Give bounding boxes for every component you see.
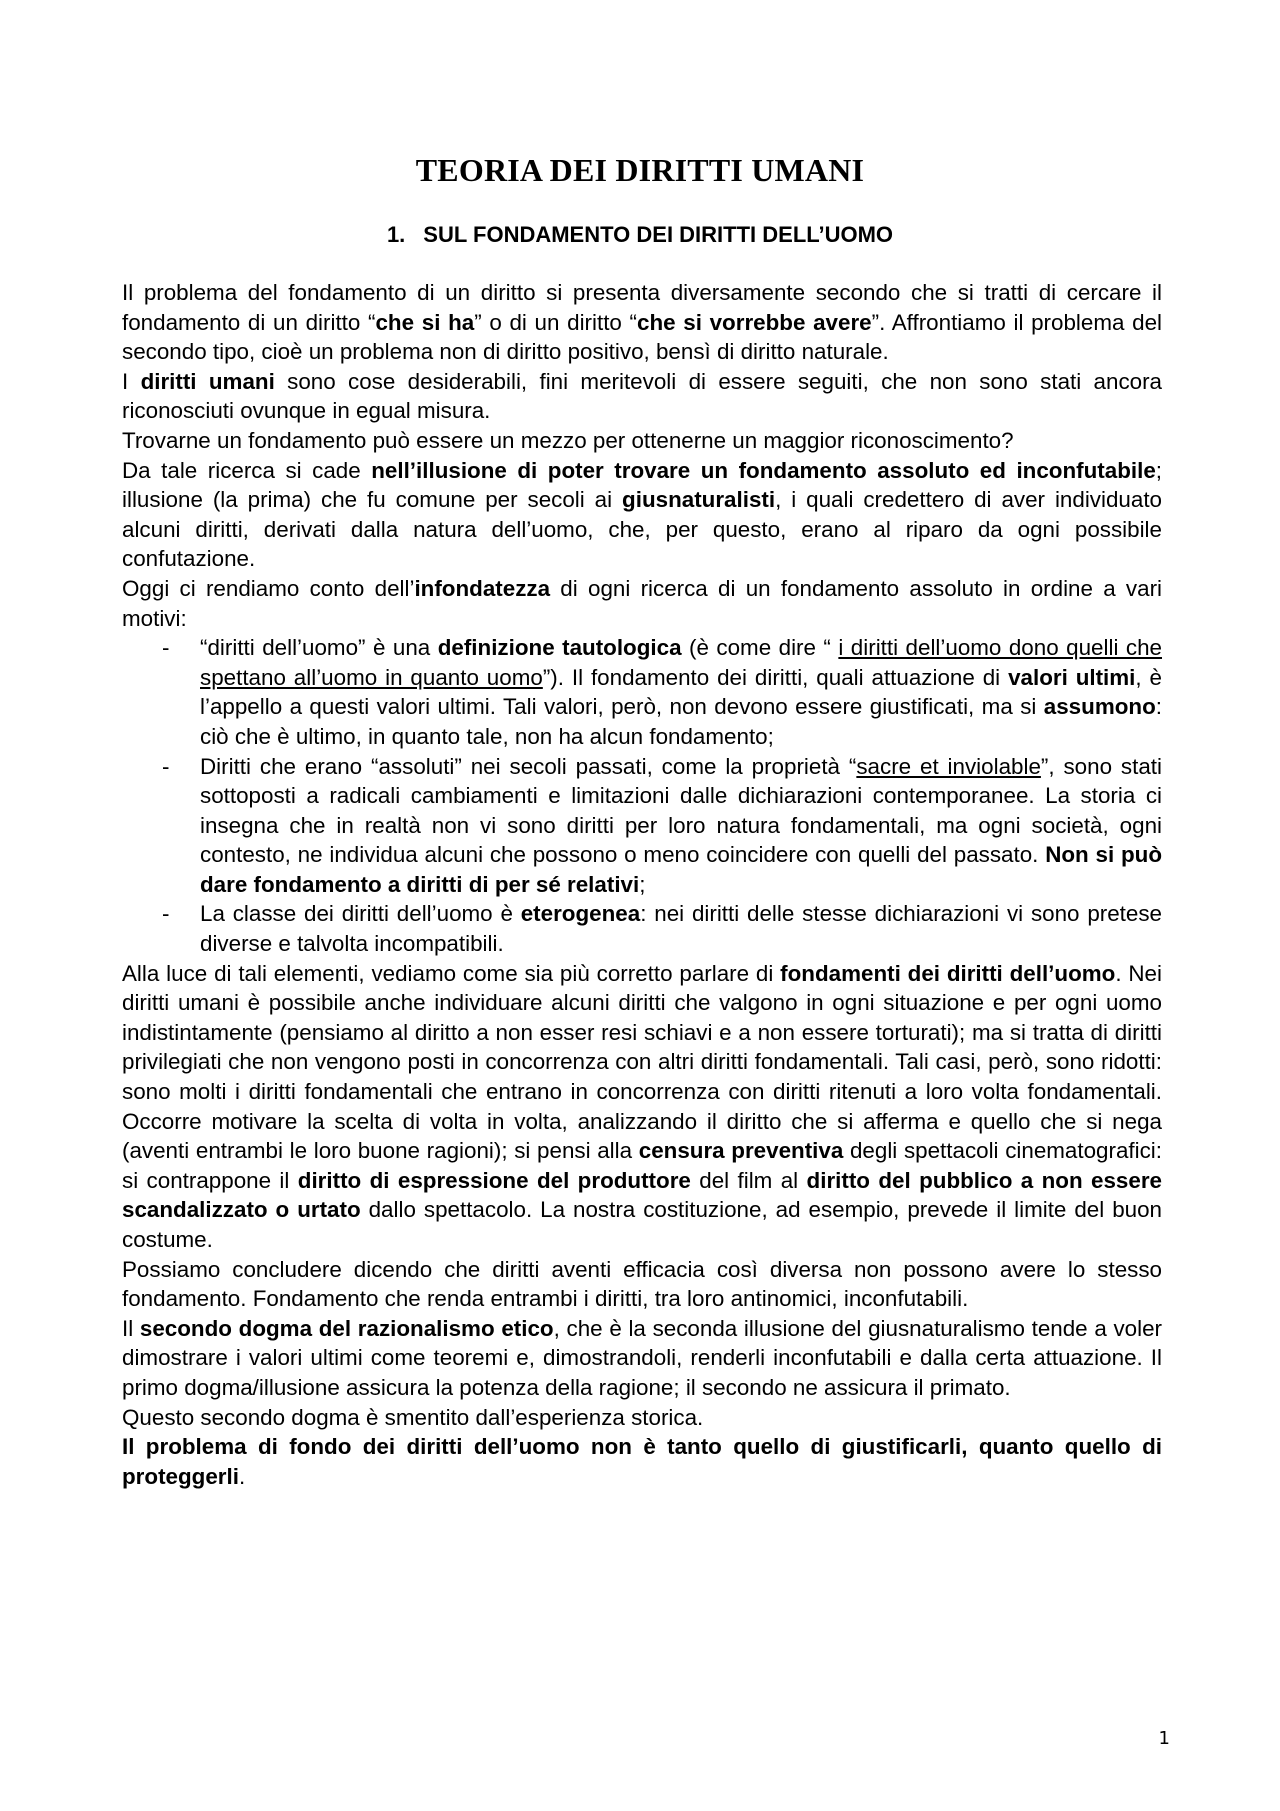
text-run: , è l’appello a questi valori ultimi. Tali valori, però, non devono essere giustificati, ma si bbox=[200, 664, 1162, 720]
text-run: sono cose desiderabili, fini meritevoli di essere seguiti, che non sono stati ancora riconosciuti ovunque in egual misura. bbox=[122, 368, 1163, 424]
text-run: . Nei diritti umani è possibile anche individuare alcuni diritti che valgono in ogni situazione e per ogni uomo indistintamente (pensiamo al diritto a non esser resi schiavi e a non essere torturati); ma si tratta di diritti privilegiati che non vengono posti in concorrenza con altri diritti fondamentali. Tali casi, però, sono ridotti: sono molti i diritti fondamentali che entrano in concorrenza con diritti ritenuti a loro volta fondamentali. Occorre motivare la scelta di volta in volta, analizzando il diritto che si afferma e quello che si nega (aventi entrambi le loro buone ragioni); si pensi alla bbox=[122, 960, 1162, 1164]
text-run: ; bbox=[639, 871, 646, 897]
text-run: Oggi ci rendiamo conto dell’ bbox=[122, 575, 415, 601]
paragraph-9 bbox=[122, 1403, 1162, 1433]
paragraph-6 bbox=[122, 959, 1162, 1255]
underlined-run: sacre et inviolable bbox=[856, 753, 1041, 779]
bold-run: nell’illusione di poter trovare un fondamento assoluto ed inconfutabile bbox=[371, 457, 1156, 483]
text-run: : nei diritti delle stesse dichiarazioni vi sono pretese diverse e talvolta incompatibili. bbox=[200, 901, 1163, 957]
text-run: Trovarne un fondamento può essere un mezzo per ottenerne un maggior riconoscimento? bbox=[122, 427, 1014, 453]
paragraph-8 bbox=[122, 1314, 1162, 1403]
bold-run: Il problema di fondo dei diritti dell’uomo non è tanto quello di giustificarli, quanto quello di proteggerli bbox=[122, 1434, 1162, 1489]
bold-run: giusnaturalisti bbox=[622, 487, 776, 513]
text-run: ”, sono stati sottoposti a radicali cambiamenti e limitazioni dalle dichiarazioni contemporanee. La storia ci insegna che in realtà non vi sono diritti per loro natura fondamentali, ma ogni società, ogni contesto, ne individua alcuni che possono o meno coincidere con quelli del passato. bbox=[200, 753, 1162, 868]
paragraph-7 bbox=[122, 1255, 1162, 1314]
paragraph-4 bbox=[122, 456, 1162, 574]
text-run: ”). Il fondamento dei diritti, quali attuazione di bbox=[542, 664, 1009, 690]
text-run: ; illusione (la prima) che fu comune per secoli ai bbox=[122, 457, 1163, 513]
text-run: Alla luce di tali elementi, vediamo come sia più corretto parlare di bbox=[122, 960, 781, 986]
bold-run: diritto di espressione del produttore bbox=[297, 1167, 691, 1193]
bold-run: che si ha bbox=[375, 309, 475, 335]
text-run: , i quali credettero di aver individuato alcuni diritti, derivati dalla natura dell’uomo, che, per questo, erano al riparo da ogni possibile confutazione. bbox=[122, 487, 1162, 572]
dash-bullet: - bbox=[162, 753, 170, 779]
dash-bullet: - bbox=[162, 901, 170, 927]
bold-run: definizione tautologica bbox=[437, 635, 682, 661]
list-item bbox=[122, 752, 1162, 900]
bold-run: Non si può dare fondamento a diritti di per sé relativi bbox=[200, 842, 1163, 897]
text-run: Diritti che erano “assoluti” nei secoli passati, come la proprietà “ bbox=[200, 753, 857, 779]
list-item bbox=[122, 633, 1162, 751]
text-run: . bbox=[238, 1463, 246, 1489]
section-title: SUL FONDAMENTO DEI DIRITTI DELL’UOMO bbox=[423, 222, 894, 247]
bold-run: fondamenti dei diritti dell’uomo bbox=[780, 960, 1116, 986]
text-run: “diritti dell’uomo” è una bbox=[200, 635, 438, 661]
bold-run: diritti umani bbox=[140, 368, 275, 394]
paragraph-3 bbox=[122, 426, 1162, 456]
bold-run: che si vorrebbe avere bbox=[637, 309, 872, 335]
paragraph-5 bbox=[122, 574, 1162, 633]
text-run: I bbox=[122, 368, 141, 394]
paragraph-10 bbox=[122, 1432, 1162, 1491]
text-run: Il problema del fondamento di un diritto si presenta diversamente secondo che si tratti di cercare il fondamento di un diritto “ bbox=[122, 280, 1162, 335]
text-run: Possiamo concludere dicendo che diritti aventi efficacia così diversa non possono avere lo stesso fondamento. Fondamento che renda entrambi i diritti, tra loro antinomici, inconfutabili. bbox=[122, 1256, 1162, 1312]
document-title: TEORIA DEI DIRITTI UMANI bbox=[415, 152, 865, 188]
text-run: La classe dei diritti dell’uomo è bbox=[200, 901, 521, 927]
text-run: Il bbox=[122, 1315, 140, 1341]
text-run: del film al bbox=[690, 1167, 807, 1193]
text-run: Da tale ricerca si cade bbox=[122, 457, 372, 483]
text-run: di ogni ricerca di un fondamento assoluto in ordine a vari motivi: bbox=[122, 575, 1162, 631]
section-heading bbox=[0, 222, 1280, 248]
bold-run: eterogenea bbox=[520, 901, 641, 927]
list-item bbox=[122, 899, 1162, 958]
reasons-list bbox=[122, 633, 1162, 959]
document-body bbox=[122, 278, 1162, 1491]
dash-bullet: - bbox=[162, 635, 170, 661]
text-run: (è come dire “ bbox=[681, 635, 839, 661]
text-run: degli spettacoli cinematografici: si contrappone il bbox=[122, 1138, 1162, 1193]
bold-run: secondo dogma del razionalismo etico bbox=[139, 1315, 554, 1341]
page-number: 1 bbox=[1158, 1728, 1170, 1749]
text-run: ” o di un diritto “ bbox=[474, 309, 638, 335]
paragraph-2 bbox=[122, 367, 1162, 426]
paragraph-1 bbox=[122, 278, 1162, 367]
bold-run: diritto del pubblico a non essere scandalizzato o urtato bbox=[122, 1167, 1162, 1223]
bold-run: infondatezza bbox=[414, 575, 551, 601]
text-run: ”. Affrontiamo il problema del secondo tipo, cioè un problema non di diritto positivo, bensì di diritto naturale. bbox=[122, 309, 1163, 365]
bold-run: valori ultimi bbox=[1008, 664, 1136, 690]
underlined-run: i diritti dell’uomo dono quelli che spettano all’uomo in quanto uomo bbox=[200, 635, 1162, 690]
bold-run: censura preventiva bbox=[638, 1138, 844, 1164]
text-run: Questo secondo dogma è smentito dall’esperienza storica. bbox=[122, 1404, 704, 1430]
text-run: , che è la seconda illusione del giusnaturalismo tende a voler dimostrare i valori ultimi come teoremi e, dimostrandoli, renderli inconfutabili e dalla certa attuazione. Il primo dogma/illusione assicura la potenza della ragione; il secondo ne assicura il primato. bbox=[122, 1315, 1162, 1400]
text-run: dallo spettacolo. La nostra costituzione, ad esempio, prevede il limite del buon costume. bbox=[122, 1197, 1163, 1252]
text-run: : ciò che è ultimo, in quanto tale, non ha alcun fondamento; bbox=[200, 694, 1162, 749]
section-number: 1. bbox=[386, 222, 406, 247]
bold-run: assumono bbox=[1043, 694, 1156, 720]
